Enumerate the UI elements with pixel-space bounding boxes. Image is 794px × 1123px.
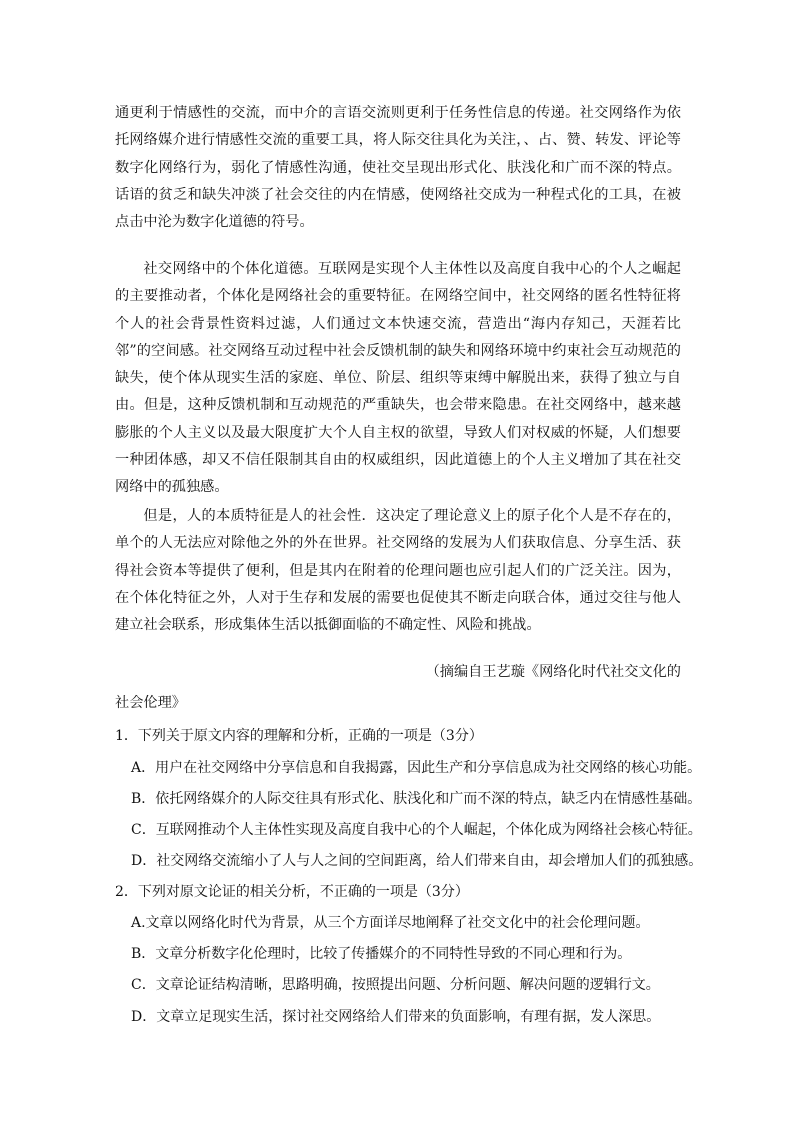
- passage-paragraph-1: 通更利于情感性的交流，而中介的言语交流则更利于任务性信息的传递。社交网络作为依托网络媒介进行情感性交流的重要工具，将人际交往具化为关注，、占、赞、转发、评论等数字化网络行为，弱化了情感性沟通，使社交呈现出形式化、肤浅化和广而不深的特点。话语的贫乏和缺失冲淡了社会交往的内在情感，使网络社交成为一种程式化的工具，在被点击中沦为数字化道德的符号。: [115, 105, 681, 231]
- question-1-option-c: C．互联网推动个人主体性实现及高度自我中心的个人崛起，个体化成为网络社会核心特征。: [131, 822, 702, 838]
- source-citation-line-1: （摘编自王艺璇《网络化时代社交文化的: [425, 664, 681, 680]
- passage-paragraph-3: 但是，人的本质特征是人的社会性．这决定了理论意义上的原子化个人是不存在的，单个的人无法应对除他之外的外在世界。社交网络的发展为人们获取信息、分享生活、获得社会资本等提供了便利，但是其内在附着的伦理问题也应引起人们的广泛关注。因为，在个体化特征之外，人对于生存和发展的需要也促使其不断走向联合体，通过交往与他人建立社会联系，形成集体生活以抵御面临的不确定性、风险和挑战。: [115, 508, 681, 634]
- question-2-stem: 2．下列对原文论证的相关分析，不正确的一项是（3分）: [115, 884, 469, 900]
- passage-paragraph-2: 社交网络中的个体化道德。互联网是实现个人主体性以及高度自我中心的个人之崛起的主要推动者，个体化是网络社会的重要特征。在网络空间中，社交网络的匿名性特征将个人的社会背景性资料过滤，人们通过文本快速交流，营造出“海内存知己，天涯若比邻”的空间感。社交网络互动过程中社会反馈机制的缺失和网络环境中约束社会互动规范的缺失，使个体从现实生活的家庭、单位、阶层、组织等束缚中解脱出来，获得了独立与自由。但是，这种反馈机制和互动规范的严重缺失，也会带来隐患。在社交网络中，越来越膨胀的个人主义以及最大限度扩大个人自主权的欲望，导致人们对权威的怀疑，人们想要一种团体感，却又不信任限制其自由的权威组织，因此道德上的个人主义增加了其在社交网络中的孤独感。: [115, 261, 681, 496]
- question-1-stem: 1．下列关于原文内容的理解和分析，正确的一项是（3分）: [115, 728, 483, 744]
- question-2-option-b: B．文章分析数字化伦理时，比较了传播媒介的不同特性导致的不同心理和行为。: [131, 946, 632, 962]
- question-2-option-c: C．文章论证结构清晰，思路明确，按照提出问题、分析问题、解决问题的逻辑行文。: [131, 977, 660, 993]
- question-1-option-d: D．社交网络交流缩小了人与人之间的空间距离，给人们带来自由，却会增加人们的孤独感。: [131, 853, 703, 869]
- question-2-option-d: D．文章立足现实生活，探讨社交网络给人们带来的负面影响，有理有据，发人深思。: [131, 1009, 661, 1025]
- source-citation-line-2: 社会伦理》: [115, 695, 186, 711]
- question-1-option-a: A．用户在社交网络中分享信息和自我揭露，因此生产和分享信息成为社交网络的核心功能。: [131, 760, 702, 776]
- question-1-option-b: B．依托网络媒介的人际交往具有形式化、肤浅化和广而不深的特点，缺乏内在情感性基础。: [131, 791, 702, 807]
- question-2-option-a: A.文章以网络化时代为背景，从三个方面详尽地阐释了社交文化中的社会伦理问题。: [131, 915, 650, 931]
